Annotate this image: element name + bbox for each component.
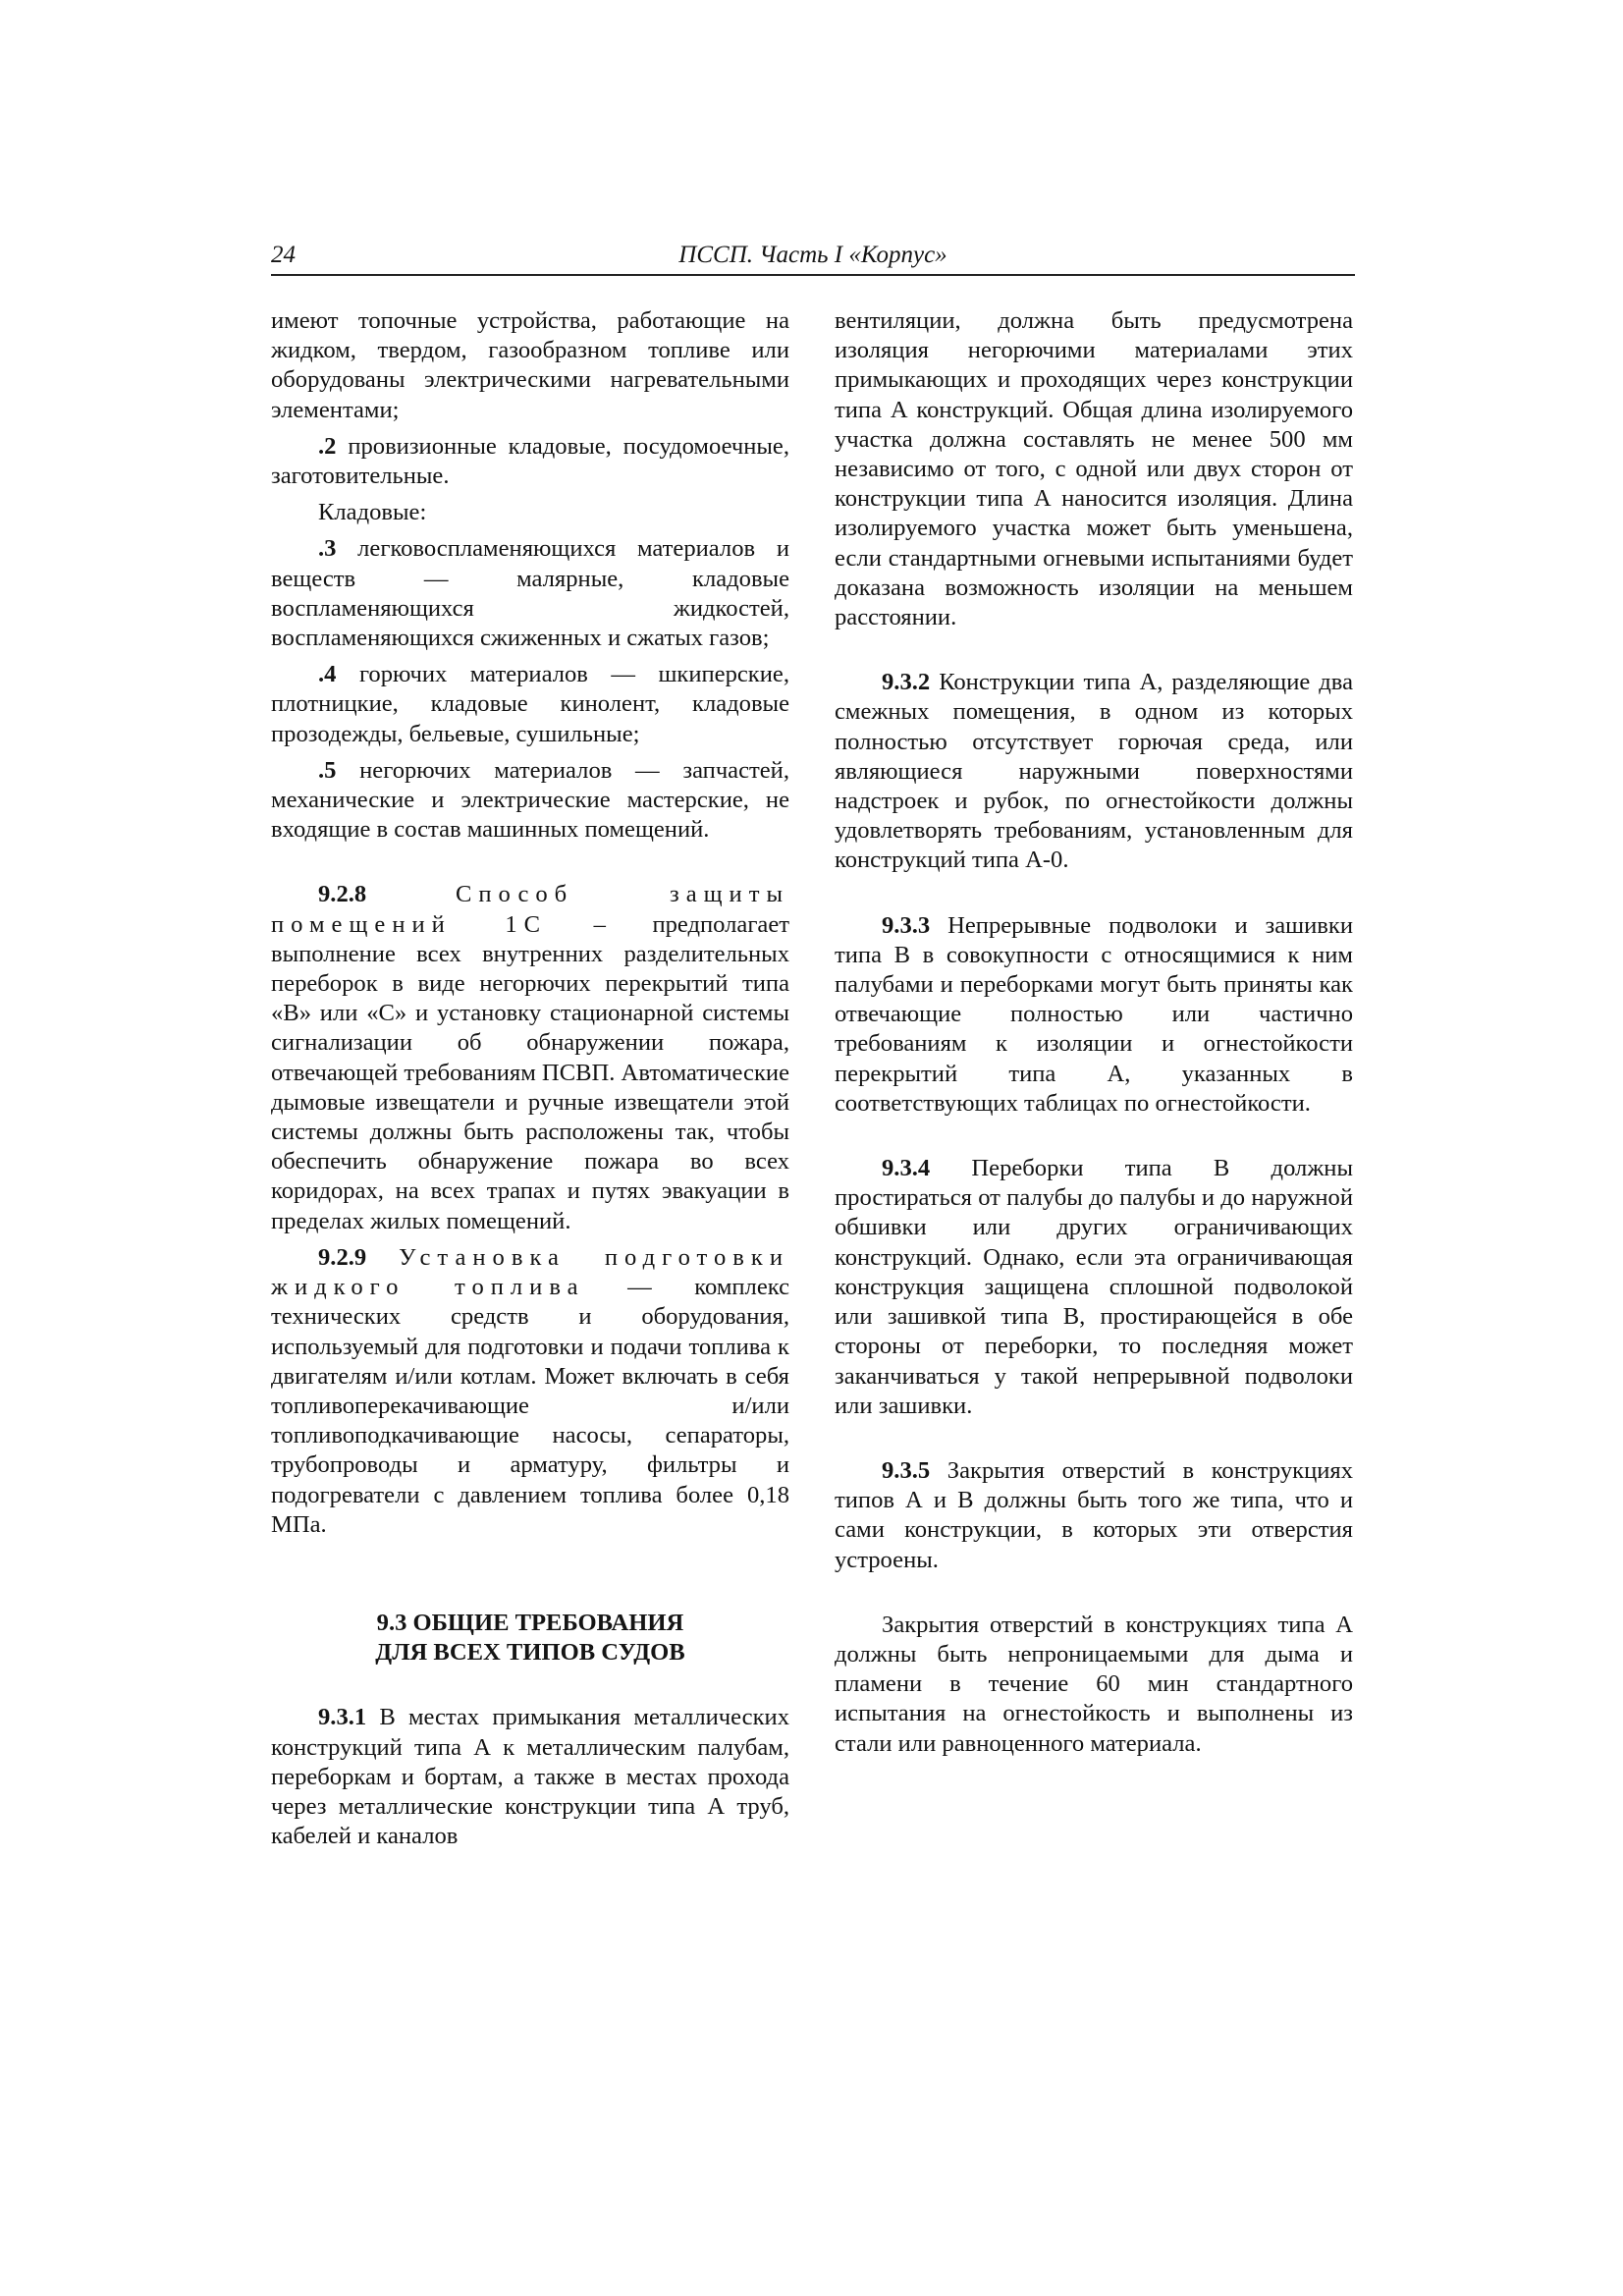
- section-heading: 9.3 ОБЩИЕ ТРЕБОВАНИЯ ДЛЯ ВСЕХ ТИПОВ СУДОВ: [375, 1609, 685, 1667]
- term: Установка подготовки жидкого топлива: [271, 1243, 789, 1301]
- running-title: ПССП. Часть I «Корпус»: [678, 242, 947, 268]
- term: Способ защиты помещений 1С: [271, 881, 789, 938]
- list-item: .4 горючих материалов — шкиперские, плотницкие, кладовые кинолент, кладовые прозодежды, бельевые, сушильные;: [271, 661, 789, 747]
- definition-9-2-9: 9.2.9 Установка подготовки жидкого топлива — комплекс технических средств и оборудования, используемый для подготовки и подачи топлива к двигателям и/или котлам. Может включать в себя топливоперекачивающие и/или топливоподкачивающие насосы, сепараторы, трубопроводы и арматуру, фильтры и подогреватели с давлением топлива более 0,18 МПа.: [271, 1243, 789, 1538]
- page-header: [271, 241, 1355, 276]
- list-item: .2 провизионные кладовые, посудомоечные, заготовительные.: [271, 432, 789, 490]
- left-column: [271, 306, 789, 1858]
- list-item: .3 легковоспламеняющихся материалов и веществ — малярные, кладовые воспламеняющихся жидкостей, воспламеняющихся сжиженных и сжатых газов;: [271, 535, 789, 652]
- clause-9-3-3: 9.3.3 Непрерывные подволоки и зашивки типа В в совокупности с относящимися к ним палубами и переборками могут быть приняты как отвечающие полностью или частично требованиям к изоляции и огнестойкости перекрытий типа А, указанных в соответствующих таблицах по огнестойкости.: [835, 911, 1353, 1117]
- clause-9-3-5: 9.3.5 Закрытия отверстий в конструкциях типов А и В должны быть того же типа, что и сами конструкции, в которых эти отверстия устроены.: [835, 1456, 1353, 1573]
- paragraph: Кладовые:: [318, 499, 427, 526]
- clause-9-3-4: 9.3.4 Переборки типа В должны простираться от палубы до палубы и до наружной обшивки или других ограничивающих конструкций. Однако, если эта ограничивающая конструкция защищена сплошной подволокой или зашивкой типа В, простирающейся в обе стороны от переборки, то последняя может заканчиваться у такой непрерывной подволоки или зашивки.: [835, 1155, 1353, 1419]
- page-number: 24: [271, 242, 296, 268]
- definition-9-2-8: 9.2.8 Способ защиты помещений 1С – предполагает выполнение всех внутренних разделительных переборок в виде негорючих перекрытий типа «В» или «С» и установку стационарной системы сигнализации об обнаружении пожара, отвечающей требованиям ПСВП. Автоматические дымовые извещатели и ручные извещатели этой системы должны быть расположены так, чтобы обеспечить обнаружение пожара во всех коридорах, на всех трапах и путях эвакуации в пределах жилых помещений.: [271, 881, 790, 1234]
- list-item: .5 негорючих материалов — запчастей, механические и электрические мастерские, не входящие в состав машинных помещений.: [271, 756, 789, 844]
- paragraph: вентиляции, должна быть предусмотрена изоляция негорючими материалами этих примыкающих и проходящих через конструкции типа А конструкций. Общая длина изолируемого участка должна составлять не менее 500 мм независимо от того, с одной или двух сторон от конструкции типа А наносится изоляция. Длина изолируемого участка может быть уменьшена, если стандартными огневыми испытаниями будет доказана возможность изоляции на меньшем расстоянии.: [835, 307, 1353, 631]
- paragraph: имеют топочные устройства, работающие на жидком, твердом, газообразном топливе или оборудованы электрическими нагревательными элементами;: [271, 307, 789, 423]
- clause-9-3-1: 9.3.1 В местах примыкания металлических конструкций типа А к металлическим палубам, переборкам и бортам, а также в местах прохода через металлические конструкции типа А труб, кабелей и каналов: [271, 1704, 789, 1850]
- paragraph: Закрытия отверстий в конструкциях типа А должны быть непроницаемыми для дыма и пламени в течение 60 мин стандартного испытания на огнестойкость и выполнены из стали или равноценного материала.: [835, 1611, 1353, 1757]
- clause-9-3-2: 9.3.2 Конструкции типа А, разделяющие два смежных помещения, в одном из которых полностью отсутствует горючая среда, или являющиеся наружными поверхностями надстроек и рубок, по огнестойкости должны удовлетворять требованиям, установленным для конструкций типа А-0.: [835, 669, 1353, 874]
- right-column: [835, 306, 1353, 1766]
